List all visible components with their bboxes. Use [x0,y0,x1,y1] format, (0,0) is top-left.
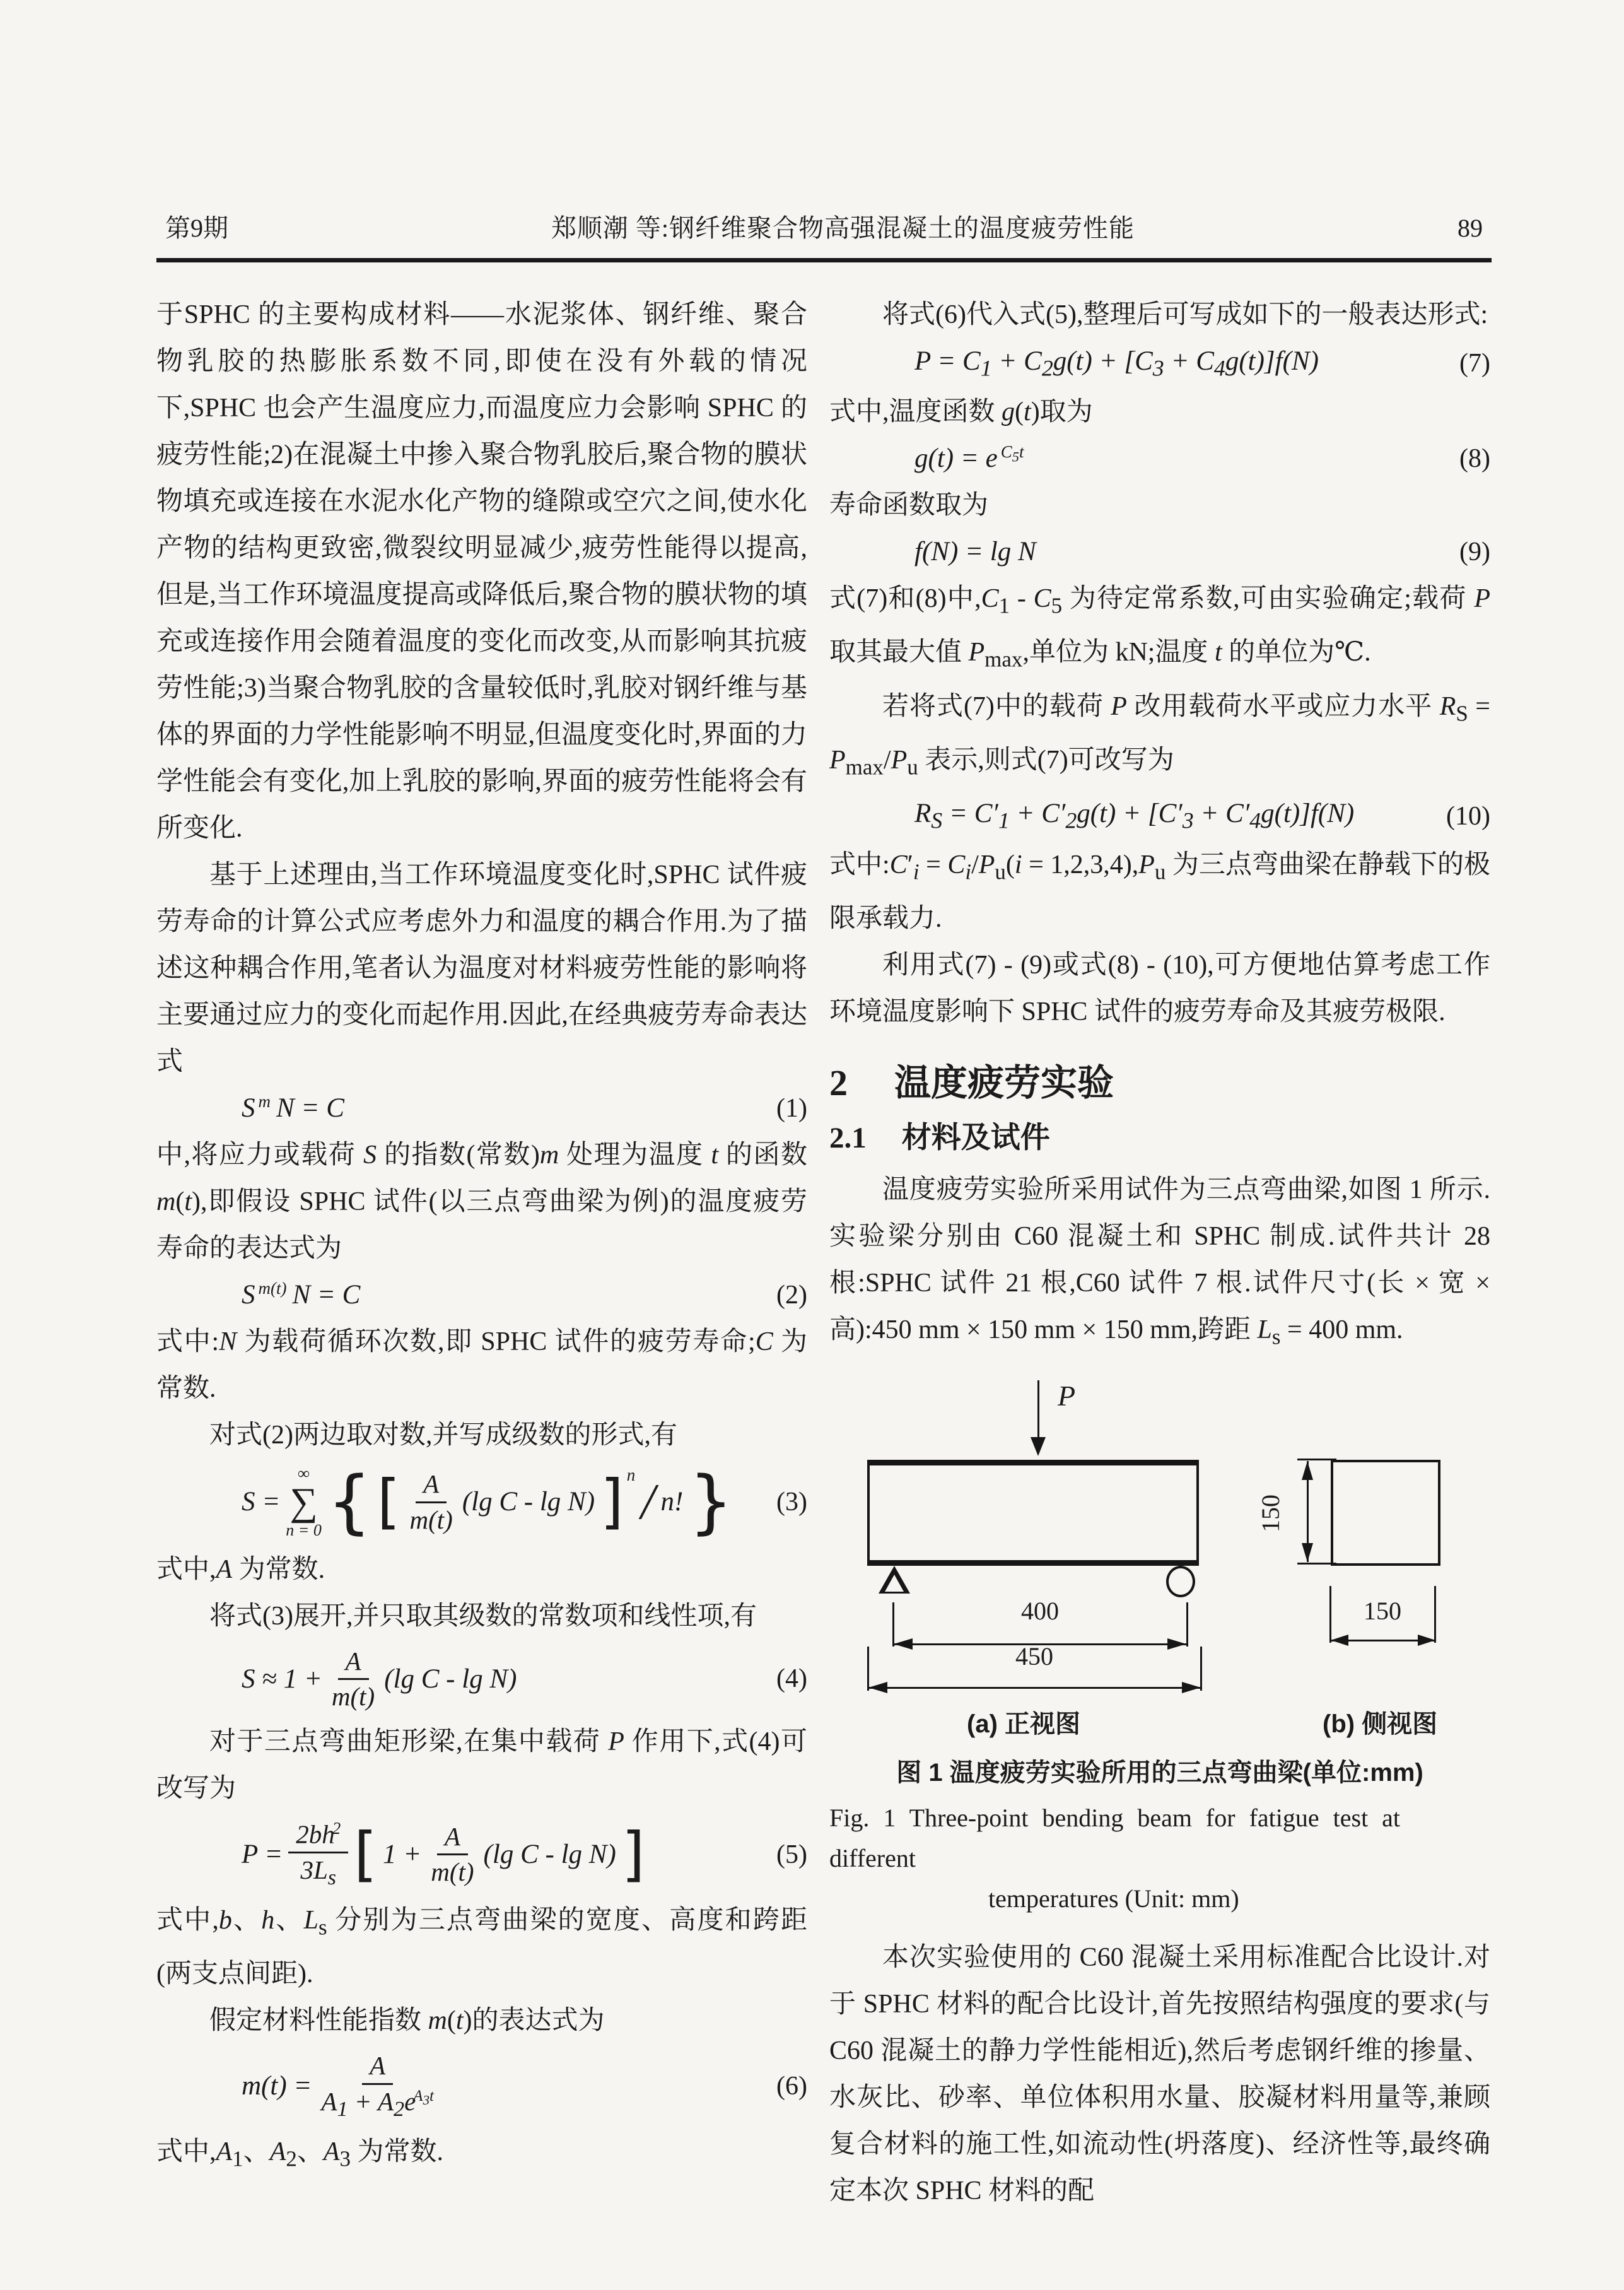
paragraph: 式(7)和(8)中$,C_1 - C_5$ 为待定常系数,可由实验确定;载荷 P 取其最大值 $P_{max}$,单位为 kN;温度 t 的单位为℃. [829,584,1490,672]
arrowhead-right-icon [1182,1682,1201,1693]
math-superscript: A3t [413,2087,434,2108]
paragraph: 将式(3)展开,并只取其级数的常数项和线性项,有 [209,1601,757,1631]
fraction-denominator [317,2085,438,2122]
math-expression: (lg C - lg N) [483,1839,616,1869]
paragraph: 式中,A 为常数. [156,1554,325,1584]
arrowhead-up-icon [1302,1461,1313,1480]
paragraph: 中,将应力或载荷 S 的指数(常数)m 处理为温度 t 的函数 m(t),即假设 SPHC 试件(以三点弯曲梁为例)的温度疲劳寿命的表达式为 [156,1140,807,1263]
dim-label-span: 400 [1021,1597,1059,1626]
section-title: 温度疲劳实验 [894,1062,1114,1104]
equation-body [242,2050,438,2122]
equation-body [914,442,1024,476]
fraction [406,1469,457,1535]
dim-label-width: 150 [1364,1597,1401,1626]
two-column-body [156,291,1492,2214]
sum-glyph: ∑ [289,1481,318,1524]
math-expression: S = [242,1487,281,1517]
figure-caption-en-line1: Fig. 1 Three-point bending beam for fatigue test at different [829,1804,1401,1873]
division-slash: / [641,1474,655,1530]
paragraph: 基于上述理由,当工作环境温度变化时,SPHC 试件疲劳寿命的计算公式应考虑外力和温度的耦合作用.为了描述这种耦合作用,笔者认为温度对材料疲劳性能的影响将主要通过应力的变化而起作用.因此,在经典疲劳寿命表达式 [156,860,807,1076]
equation-number: (2) [776,1280,807,1310]
equation-number: (4) [776,1664,807,1694]
equation-body [242,1278,360,1312]
sum-lower-limit: n = 0 [286,1521,322,1540]
math-symbol: S [242,1279,255,1310]
figure-caption-en [829,1798,1490,1919]
pin-support-hollow [885,1575,904,1592]
equation-3 [156,1461,807,1542]
journal-issue: 第9期 [165,214,228,242]
section-heading-2 [829,1063,1490,1103]
equation-body [242,1461,733,1542]
arrowhead-left-icon [1331,1635,1348,1646]
fraction-numerator: $2bh^2$ [288,1818,348,1853]
section-number: 2 [829,1062,848,1104]
arrowhead-left-icon [868,1682,887,1693]
fraction-denominator: m(t) [331,1681,375,1711]
math-superscript: m [258,1092,271,1111]
equation-body [914,344,1319,382]
math-expression: f(N) = lg N [914,537,1036,567]
left-bracket: [ [354,1819,377,1889]
subsection-title: 材料及试件 [901,1122,1050,1154]
equation-number: (1) [776,1093,807,1123]
math-expression: $R_S = C'_1 + C'_2g(t) + [C'_3 + C'_4g(t)]f(N)$ [914,799,1355,834]
left-brace: { [327,1461,371,1542]
math-expression: N = C [292,1279,361,1310]
equation-5 [156,1818,807,1891]
page-number: 89 [1458,214,1483,242]
fraction [427,1821,477,1888]
math-superscript: m(t) [258,1278,287,1298]
paragraph: 式中,温度函数 g(t)取为 [829,397,1093,427]
fraction-denominator: m(t) [431,1857,474,1887]
equation-number: (7) [1459,349,1490,379]
figure-sublabel-b: (b) 侧视图 [1323,1710,1438,1739]
equation-10 [829,797,1490,835]
paragraph: 式中,b、h、$L_s$ 分别为三点弯曲梁的宽度、高度和跨距(两支点间距). [156,1906,807,1989]
equation-number: (10) [1446,801,1490,831]
math-expression: S ≈ 1 + [242,1664,322,1694]
subsection-number: 2.1 [829,1122,867,1154]
equation-body [914,535,1036,569]
equation-6 [156,2050,807,2122]
paragraph: 于SPHC 的主要构成材料——水泥浆体、钢纤维、聚合物乳胶的热膨胀系数不同,即使在没有外载的情况下,SPHC 也会产生温度应力,而温度应力会影响 SPHC 的疲劳性能;2)在混凝土中掺入聚合物乳胶后,聚合物的膜状物填充或连接在水泥水化产物的缝隙或空穴之间,使水化产物的结构更致密,微裂纹明显减少,疲劳性能得以提高,但是,当工作环境温度提高或降低后,聚合物的膜状物的填充或连接作用会随着温度的变化而改变,从而影响其抗疲劳性能;3)当聚合物乳胶的含量较低时,乳胶对钢纤维与基体的界面的力学性能影响不明显,但温度变化时,界面的力学性能会有变化,加上乳胶的影响,界面的疲劳性能将会有所变化. [156,300,807,843]
paragraph: 将式(6)代入式(5),整理后可写成如下的一般表达形式: [882,300,1488,329]
dim-line-length [868,1687,1201,1689]
paragraph: 若将式(7)中的载荷 P 改用载荷水平或应力水平 $R_S = P_{max}/P_u$ 表示,则式(7)可改写为 [829,691,1490,780]
dim-label-height: 150 [1256,1494,1285,1533]
equation-2 [156,1278,807,1312]
right-bracket: ] [600,1467,624,1537]
left-bracket: [ [377,1467,400,1537]
fraction-numerator: A [362,2050,393,2084]
figure-caption-cn: 图 1 温度疲劳实验所用的三点弯曲梁(单位:mm) [896,1759,1423,1787]
paragraph: 寿命函数取为 [829,491,989,520]
beam-front-view [867,1460,1199,1566]
math-expression: m(t) = [242,2071,312,2101]
math-expression: $P = C_1 + C_2g(t) + [C_3 + C_4g(t)]f(N)$ [914,346,1319,381]
math-expression: N = C [276,1093,344,1123]
summation-symbol [286,1465,322,1540]
math-superscript: n [626,1465,636,1484]
math-expression: g(t) = e [914,443,998,474]
math-expression: (lg C - lg N) [384,1664,517,1694]
dim-tick [1297,1563,1336,1565]
paragraph: 假定材料性能指数 m(t)的表达式为 [209,2006,605,2036]
figure-1 [829,1371,1490,1737]
sum-upper-limit: ∞ [298,1464,310,1483]
math-expression: (lg C - lg N) [462,1487,595,1517]
equation-4 [156,1646,807,1712]
fraction-numerator: A [416,1469,447,1503]
equation-number: (6) [776,2072,807,2101]
paragraph: 式中:N 为载荷循环次数,即 SPHC 试件的疲劳寿命;C 为常数. [156,1327,808,1403]
header-rule [156,258,1492,262]
paragraph: 利用式(7) - (9)或式(8) - (10),可方便地估算考虑工作环境温度影响下 SPHC 试件的疲劳寿命及其疲劳极限. [829,951,1490,1027]
math-expression: n! [660,1487,684,1517]
fraction-denominator: m(t) [409,1505,453,1534]
paragraph: 式中$:C'_i = C_i/P_u(i = 1,2,3,4),P_u$ 为三点弯曲梁在静载下的极限承载力. [829,850,1490,934]
math-superscript: $C_5t$ [1000,442,1024,465]
equation-9 [829,535,1490,569]
right-bracket: ] [621,1819,645,1889]
math-expression: $A_1 + A_2e$ [321,2086,416,2121]
subsection-heading-2-1 [829,1122,1490,1155]
dim-tick [1297,1459,1336,1460]
equation-body [914,797,1354,835]
paragraph: 对于三点弯曲矩形梁,在集中载荷 P 作用下,式(4)可改写为 [156,1727,807,1804]
roller-support-icon [1166,1566,1195,1597]
right-column [829,291,1490,2214]
paragraph: 本次实验使用的 C60 混凝土采用标准配合比设计.对于 SPHC 材料的配合比设计,首先按照结构强度的要求(与 C60 混凝土的静力学性能相近),然后考虑钢纤维的掺量、水灰比、砂率、单位体积用水量、胶凝材料用量等,兼顾复合材料的施工性,如流动性(坍落度)、经济性等,最终确定本次 SPHC 材料的配 [829,1943,1490,2206]
load-arrow-line [1037,1380,1039,1441]
figure-caption-en-line2: temperatures (Unit: mm) [988,1884,1239,1913]
fraction [288,1818,348,1891]
math-expression: P = [242,1839,283,1869]
math-expression: 1 + [382,1839,422,1869]
beam-side-view [1331,1460,1440,1566]
paragraph: 式中$,A_1$、$A_2$、$A_3$ 为常数. [156,2137,444,2171]
figure-sublabel-a: (a) 正视图 [967,1710,1080,1739]
fraction-denominator: $3L_s$ [300,1855,337,1890]
load-label: P [1058,1380,1076,1412]
equation-body [242,1646,517,1712]
equation-1 [156,1091,807,1125]
load-arrowhead-icon [1031,1437,1046,1456]
equation-body [242,1091,344,1125]
paragraph: 对式(2)两边取对数,并写成级数的形式,有 [209,1420,677,1450]
equation-number: (9) [1459,537,1490,567]
fraction-numerator: A [437,1821,468,1855]
fraction [328,1646,378,1712]
left-column [156,291,807,2214]
right-brace: } [689,1461,733,1542]
running-title: 郑顺潮 等:钢纤维聚合物高强混凝土的温度疲劳性能 [551,214,1135,242]
equation-number: (3) [776,1488,807,1517]
equation-number: (5) [776,1840,807,1869]
dim-label-length: 450 [1015,1642,1053,1671]
paragraph: 温度疲劳实验所采用试件为三点弯曲梁,如图 1 所示.实验梁分别由 C60 混凝土和 SPHC 制成.试件共计 28 根:SPHC 试件 21 根,C60 试件 7 根.试件尺寸(长 × 宽 × 高):450 mm × 150 mm × 150 mm,跨距 $L_s = 400$ mm. [829,1175,1490,1349]
fraction [317,2050,438,2122]
arrowhead-down-icon [1302,1543,1313,1562]
page-header [156,208,1492,254]
equation-8 [829,442,1490,476]
equation-body [242,1818,645,1891]
math-symbol: S [242,1093,255,1123]
equation-number: (8) [1459,444,1490,474]
fraction-numerator: A [338,1646,369,1680]
arrowhead-right-icon [1418,1635,1435,1646]
equation-7 [829,344,1490,382]
